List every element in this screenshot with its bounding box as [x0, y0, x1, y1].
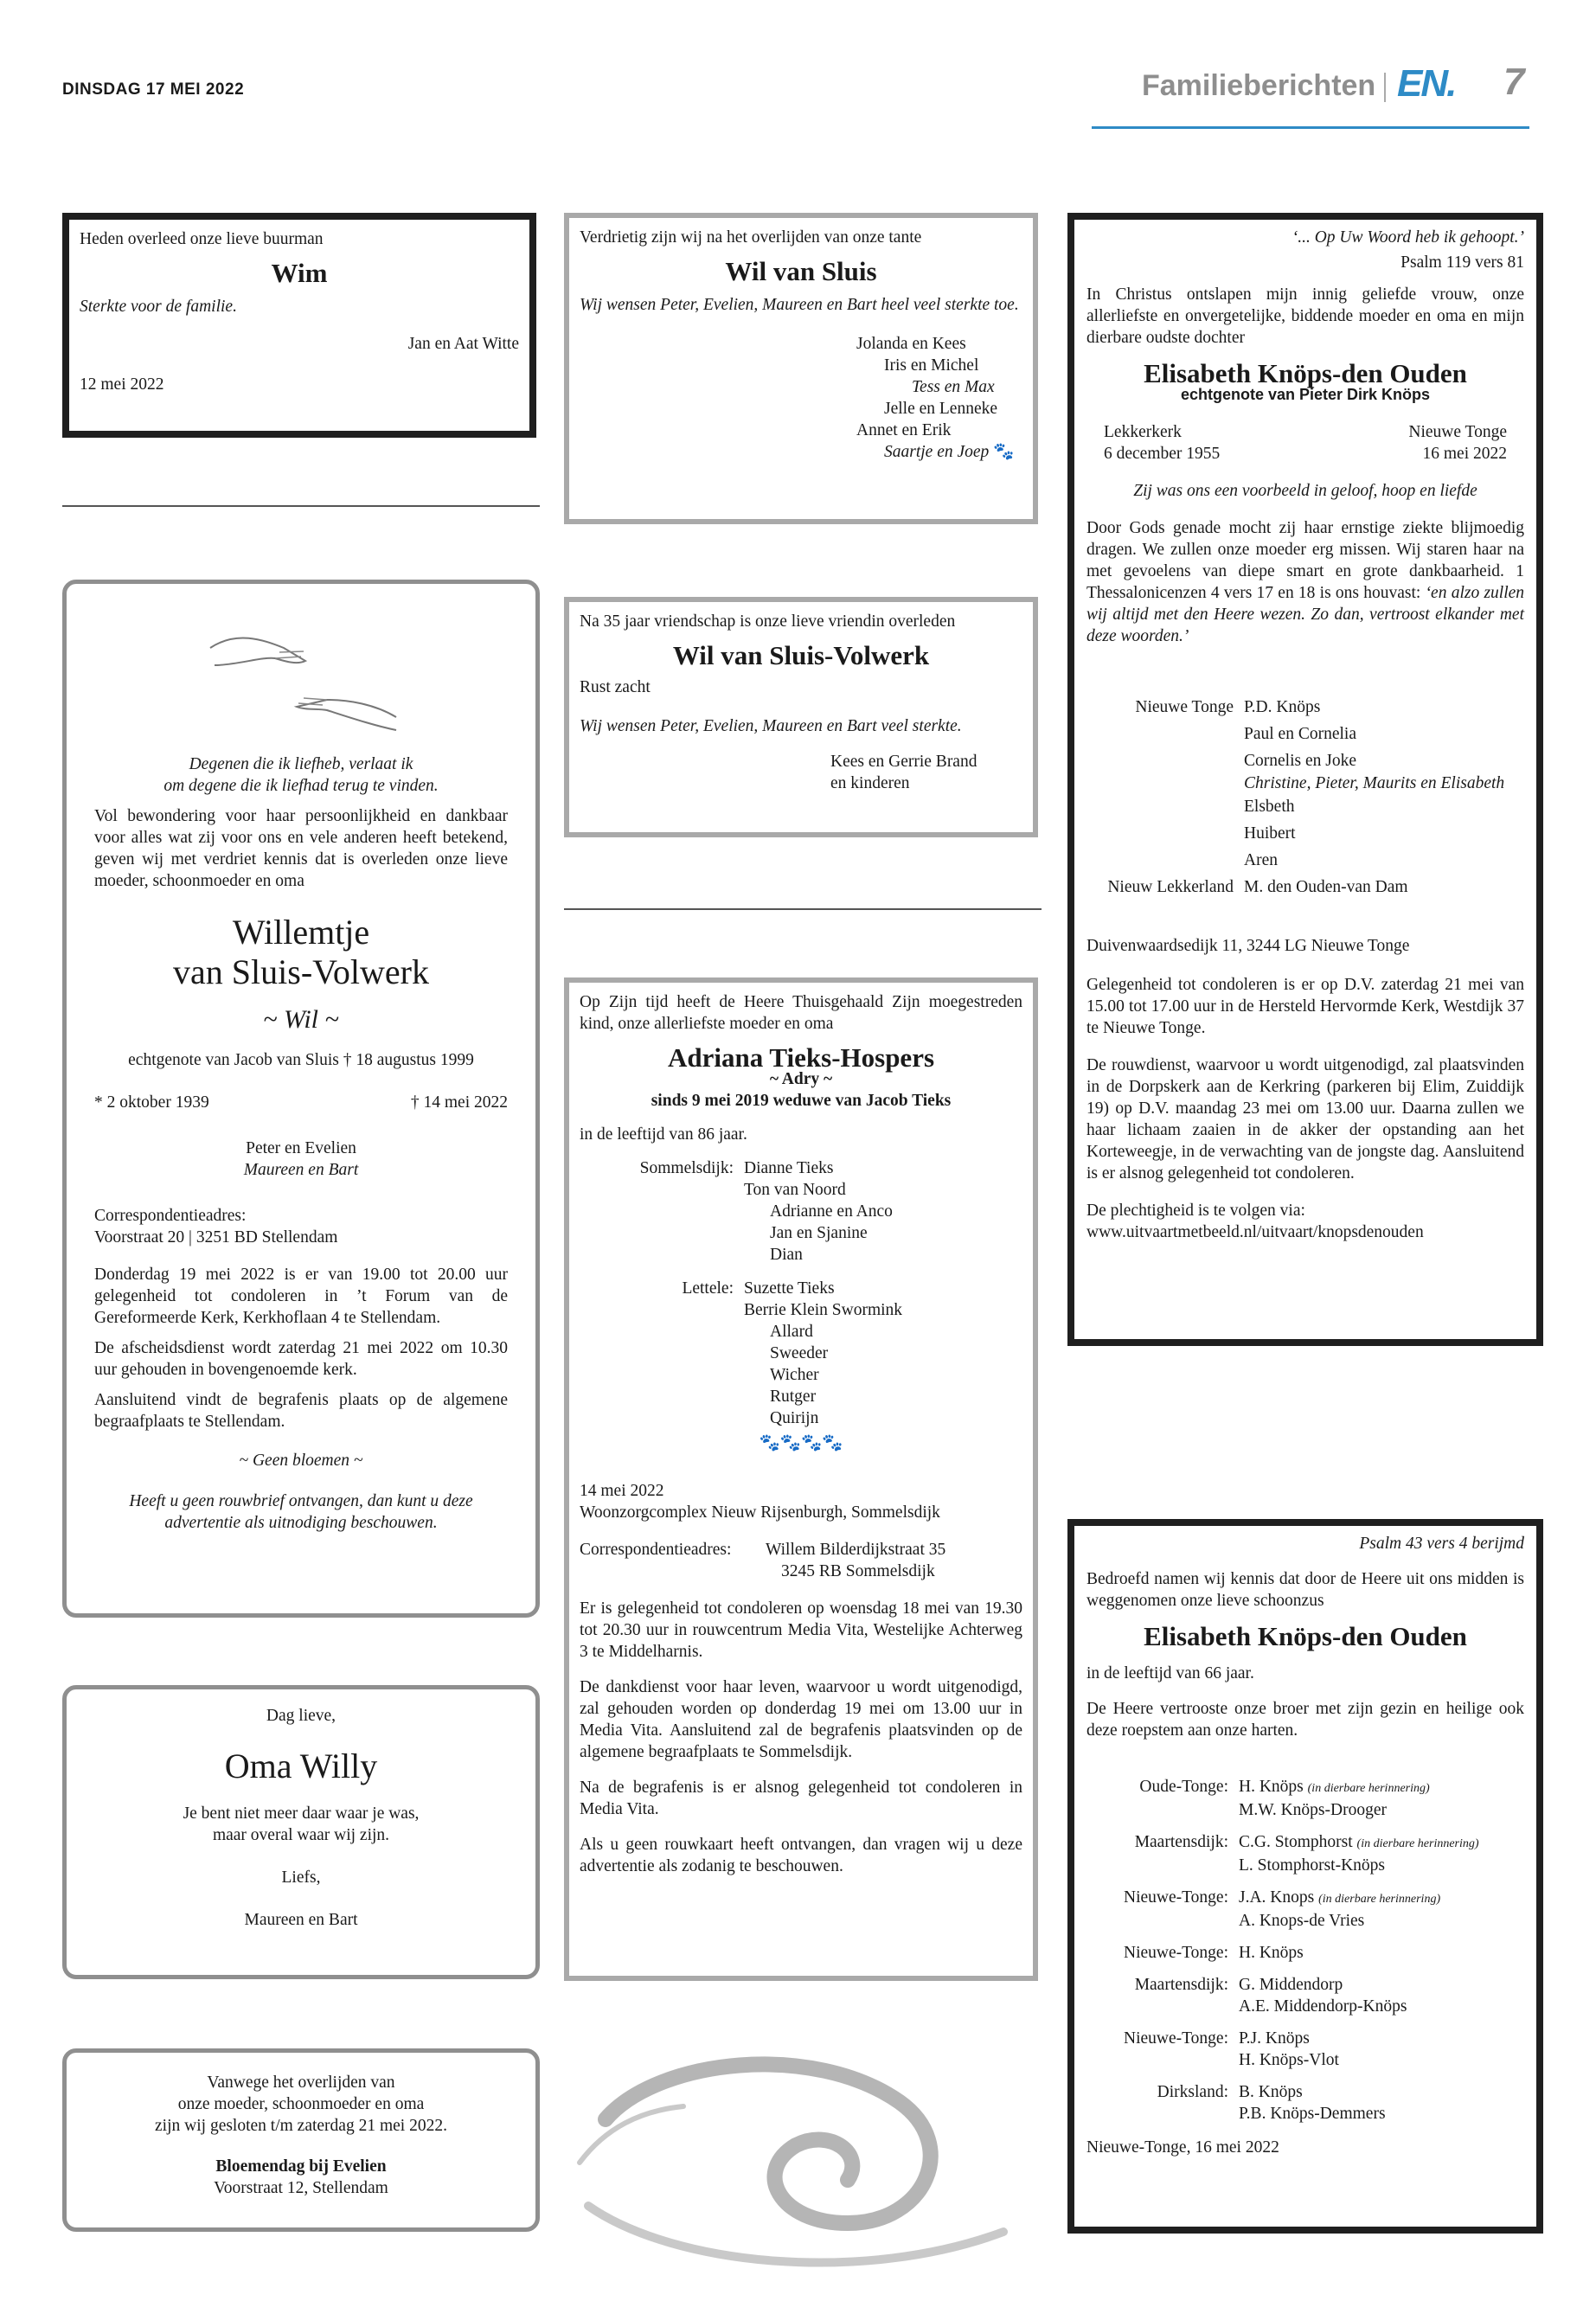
name: J.A. Knops [1239, 1888, 1315, 1907]
family-group [1086, 1776, 1524, 1821]
invite: Heeft u geen rouwbrief ontvangen, dan kunt u deze advertentie als uitnodiging beschouwen. [129, 1492, 473, 1532]
address-label: Correspondentieadres: [94, 1207, 247, 1225]
signature-line-1: Kees en Gerrie Brand [830, 753, 977, 771]
service: De afscheidsdienst wordt zaterdag 21 mei 2022 om 10.30 uur gehouden in bovengenoemde kerk. [94, 1339, 508, 1379]
wish: Sterkte voor de familie. [80, 298, 237, 316]
intro: Heden overleed onze lieve buurman [80, 230, 324, 248]
family-place: Dirksland: [1157, 2083, 1228, 2101]
signer: Jolanda en Kees [856, 335, 966, 353]
intro: In Christus ontslapen mijn innig geliefde vrouw, onze allerliefste en onvergetelijke, biddende moeder en oma en mijn dierbare oudste dochter [1086, 285, 1524, 347]
note: (in dierbare herinnering) [1356, 1837, 1479, 1850]
family-group [1086, 694, 1524, 874]
family-member [1239, 1776, 1430, 1799]
family-group [1086, 1974, 1524, 2017]
address: Voorstraat 20 | 3251 BD Stellendam [94, 1228, 338, 1247]
ad-oma-willy [62, 1685, 540, 1979]
birth-date: 6 december 1955 [1104, 445, 1221, 463]
family-group [1086, 1831, 1524, 1876]
signer: Iris en Michel [884, 356, 979, 375]
family-member: Jan en Sjanine [770, 1224, 868, 1242]
date: 14 mei 2022 [580, 1482, 664, 1500]
family-member: Paul en Cornelia [1244, 725, 1356, 743]
signer: Tess en Max [912, 378, 995, 396]
deceased-name: Wil van Sluis [725, 256, 877, 286]
quote: Psalm 43 vers 4 berijmd [1359, 1535, 1524, 1553]
header-rule [1092, 126, 1529, 129]
address-line-1: Willem Bilderdijkstraat 35 [766, 1541, 946, 1559]
intro: Na 35 jaar vriendschap is onze lieve vriendin overleden [580, 612, 956, 631]
logo: EN. [1397, 62, 1456, 105]
ad-willemtje [62, 580, 540, 1618]
deceased-name: Elisabeth Knöps-den Ouden [1144, 1621, 1467, 1651]
motto: Zij was ons een voorbeeld in geloof, hoop en liefde [1133, 482, 1477, 500]
birth-place: Lekkerkerk [1104, 423, 1182, 441]
family-member: H. Knöps-Vlot [1239, 2051, 1339, 2069]
family-place: Lettele: [682, 1279, 734, 1298]
quote: ‘... Op Uw Woord heb ik gehoopt.’ [1292, 228, 1524, 247]
ad-tante [564, 213, 1038, 524]
line-1: Je bent niet meer daar waar je was, [183, 1804, 420, 1823]
nickname: ~ Adry ~ [769, 1070, 833, 1088]
deceased-name-line-2: van Sluis-Volwerk [173, 952, 429, 991]
paw-icons: 🐾🐾🐾🐾 [759, 1434, 843, 1452]
signature-block [830, 751, 1022, 794]
family-member [1239, 1887, 1440, 1910]
quote-line-2: om degene die ik liefhad terug te vinden. [163, 777, 439, 795]
family-group [580, 1278, 1022, 1429]
line-2: maar overal waar wij zijn. [212, 1826, 390, 1844]
family-place: Oude-Tonge: [1139, 1778, 1228, 1796]
signer: Saartje en Joep [884, 443, 990, 461]
condolence: Er is gelegenheid tot condoleren op woensdag 18 mei van 19.30 tot 20.30 uur in rouwcentrum Media Vita, Westelijke Achterweg 3 te Middelharnis. [580, 1599, 1022, 1661]
family-member: A. Knops-de Vries [1239, 1912, 1365, 1930]
section-title: Familieberichten [1142, 69, 1376, 102]
deceased-name: Wil van Sluis-Volwerk [672, 640, 930, 670]
family-member: L. Stomphorst-Knöps [1239, 1856, 1386, 1875]
family-member: Suzette Tieks [744, 1279, 835, 1298]
signer: Annet en Erik [856, 421, 952, 439]
hands-illustration [202, 613, 401, 743]
comfort: De Heere vertrooste onze broer met zijn gezin en heilige ook deze roepstem aan onze harten. [1086, 1700, 1524, 1740]
address: Duivenwaardsedijk 11, 3244 LG Nieuwe Tonge [1086, 937, 1410, 955]
stream-label: De plechtigheid is te volgen via: [1086, 1202, 1305, 1220]
page-number: 7 [1503, 61, 1525, 103]
family-member: P.D. Knöps [1244, 698, 1321, 716]
family-group [1086, 1942, 1524, 1964]
family-line-1: Peter en Evelien [246, 1139, 356, 1157]
decorative-swirl [554, 2024, 1038, 2284]
no-flowers: ~ Geen bloemen ~ [239, 1452, 363, 1470]
condolence: Donderdag 19 mei 2022 is er van 19.00 tot 20.00 uur gelegenheid tot condoleren in ’t Forum van de Gereformeerde Kerk, Kerkhoflaan 4 te Stellendam. [94, 1266, 508, 1327]
family-member: Wicher [770, 1366, 819, 1384]
family-member: P.B. Knöps-Demmers [1239, 2105, 1386, 2123]
body-text: Vol bewondering voor haar persoonlijkheid en dankbaar voor alles wat zij voor ons en vele anderen heeft betekend, geven wij met verdriet kennis dat is overleden onze lieve moeder, schoonmoeder en oma [94, 807, 508, 890]
death-date: 16 mei 2022 [1422, 445, 1507, 463]
family-place: Maartensdijk: [1134, 1833, 1228, 1851]
line-2: onze moeder, schoonmoeder en oma [177, 2095, 425, 2113]
body-plain: Door Gods genade mocht zij haar ernstige ziekte blijmoedig dragen. We zullen onze moeder erg missen. Wij staren haar na met gevoelens van diepe smart en grote dankbaarheid. 1 Thessalonicenzen 4 vers 17 en 18 is ons houvast: [1086, 519, 1524, 602]
body [1086, 517, 1524, 647]
family-member: M. den Ouden-van Dam [1244, 878, 1408, 896]
burial: Aansluitend vindt de begrafenis plaats op de algemene begraafplaats te Stellendam. [94, 1391, 508, 1431]
note: (in dierbare herinnering) [1318, 1893, 1441, 1906]
family-member: Allard [770, 1323, 813, 1341]
wish: Wij wensen Peter, Evelien, Maureen en Bart heel veel sterkte toe. [580, 296, 1019, 314]
family-group [1086, 874, 1524, 901]
wish: Wij wensen Peter, Evelien, Maureen en Bart veel sterkte. [580, 717, 962, 735]
family-place: Nieuwe-Tonge: [1123, 1888, 1228, 1907]
family-group [580, 1157, 1022, 1266]
family-place: Nieuwe-Tonge: [1123, 1944, 1228, 1962]
family-group [1086, 2081, 1524, 2125]
page-header [0, 0, 1596, 138]
family-place: Nieuwe Tonge [1135, 698, 1234, 716]
deceased-name-line-1: Willemtje [232, 913, 370, 952]
family-place: Nieuwe-Tonge: [1123, 2029, 1228, 2048]
ad-vriendin [564, 597, 1038, 837]
family-place: Sommelsdijk: [639, 1159, 734, 1177]
family-group [1086, 2028, 1524, 2071]
service: De dankdienst voor haar leven, waarvoor u wordt uitgenodigd, zal gehouden worden op donderdag 19 mei om 13.00 uur in Media Vita. Aansluitend zal de begrafenis plaatsvinden op de algemene begraafplaats te Sommelsdijk. [580, 1678, 1022, 1761]
family-member: Adrianne en Anco [770, 1202, 893, 1221]
family-member: Aren [1244, 851, 1278, 869]
line-1: Vanwege het overlijden van [207, 2073, 395, 2092]
signature-line-2: en kinderen [830, 774, 910, 792]
family-member: Dian [770, 1246, 803, 1264]
family-member: Rutger [770, 1388, 817, 1406]
deceased-name: Elisabeth Knöps-den Ouden [1144, 358, 1467, 388]
rest: Rust zacht [580, 678, 651, 696]
family-place: Nieuw Lekkerland [1107, 878, 1234, 896]
signature: Jan en Aat Witte [407, 335, 519, 353]
family-member: Cornelis en Joke [1244, 752, 1356, 770]
age: in de leeftijd van 66 jaar. [1086, 1664, 1254, 1682]
died: † 14 mei 2022 [410, 1093, 508, 1112]
nickname: ~ Wil ~ [263, 1005, 339, 1034]
intro: Verdrietig zijn wij na het overlijden van onze tante [580, 228, 922, 247]
family-member: B. Knöps [1239, 2083, 1303, 2101]
deceased-name: Wim [271, 258, 328, 288]
family-member: Sweeder [770, 1344, 829, 1362]
deceased-name: Adriana Tieks-Hospers [667, 1042, 935, 1073]
death-place: Nieuwe Tonge [1408, 423, 1507, 441]
address-line-2: 3245 RB Sommelsdijk [781, 1562, 935, 1580]
ad-wim-buurman [62, 213, 536, 438]
body-quote: ‘en alzo zullen wij altijd met den Heere wezen. Zo dan, vertroost elkander met deze woorden.’ [1086, 584, 1525, 645]
family-group [1086, 1887, 1524, 1932]
widow: sinds 9 mei 2019 weduwe van Jacob Tieks [651, 1092, 952, 1110]
age: in de leeftijd van 86 jaar. [580, 1125, 747, 1144]
note: (in dierbare herinnering) [1307, 1782, 1430, 1795]
family-names [744, 1278, 902, 1429]
deceased-name: Oma Willy [224, 1747, 378, 1785]
grandchildren: Christine, Pieter, Maurits en Elisabeth [1244, 774, 1505, 792]
signature: Maureen en Bart [244, 1911, 358, 1929]
name: C.G. Stomphorst [1239, 1833, 1353, 1851]
family-member: Ton van Noord [744, 1181, 846, 1199]
family-list [1086, 1776, 1524, 2125]
business-name: Bloemendag bij Evelien [215, 2157, 387, 2176]
spouse: echtgenote van Pieter Dirk Knöps [1180, 386, 1431, 403]
family-member: H. Knöps [1239, 1944, 1304, 1962]
footer: Nieuwe-Tonge, 16 mei 2022 [1086, 2138, 1279, 2157]
family-member: M.W. Knöps-Drooger [1239, 1801, 1387, 1819]
ad-elisabeth-family [1067, 213, 1543, 1346]
life-dates [1086, 421, 1524, 465]
header-divider [1384, 73, 1386, 102]
family-member: Quirijn [770, 1409, 819, 1427]
quote-line-1: Degenen die ik liefheb, verlaat ik [189, 755, 413, 773]
date: 12 mei 2022 [80, 375, 164, 394]
line-3: zijn wij gesloten t/m zaterdag 21 mei 2022. [155, 2117, 447, 2135]
family-member: P.J. Knöps [1239, 2029, 1310, 2048]
location: Woonzorgcomplex Nieuw Rijsenburgh, Sommelsdijk [580, 1503, 940, 1522]
family-list [1086, 694, 1524, 901]
ad-adriana [564, 977, 1038, 1981]
closing: Liefs, [281, 1868, 321, 1887]
condolence: Gelegenheid tot condoleren is er op D.V. zaterdag 21 mei van 15.00 tot 17.00 uur in de Hersteld Hervormde Kerk, Westdijk 37 te Nieuwe Tonge. [1086, 976, 1524, 1037]
intro: Op Zijn tijd heeft de Heere Thuisgehaald Zijn moegestreden kind, onze allerliefste moeder en oma [580, 993, 1022, 1033]
signers [856, 333, 1022, 463]
family-place: Maartensdijk: [1134, 1976, 1228, 1994]
ad-elisabeth-schoonzus [1067, 1519, 1543, 2234]
family-member: G. Middendorp [1239, 1976, 1343, 1994]
header-date: DINSDAG 17 MEI 2022 [62, 80, 245, 99]
born: * 2 oktober 1939 [94, 1093, 209, 1112]
service: De rouwdienst, waarvoor u wordt uitgenodigd, zal plaatsvinden in de Dorpskerk aan de Kerkring (parkeren bij Elim, Zuiddijk 19) op D.V. maandag 23 mei om 13.00 uur. Daarna zullen we haar lichaam zaaien in de akker der opstanding aan het Korteweegje, in de verwachting van de jongste dag. Aansluitend is er alsnog gelegenheid tot condoleren. [1086, 1056, 1524, 1183]
family-member: Huibert [1244, 824, 1296, 843]
quote-reference: Psalm 119 vers 81 [1401, 253, 1524, 272]
after-burial: Na de begrafenis is er alsnog gelegenheid tot condoleren in Media Vita. [580, 1779, 1022, 1818]
family-member: A.E. Middendorp-Knöps [1239, 1997, 1407, 2016]
signer: Jelle en Lenneke [884, 400, 998, 418]
paw-icon: 🐾 [993, 443, 1015, 461]
life-dates [94, 1092, 508, 1113]
family-names [744, 1157, 893, 1266]
invite: Als u geen rouwkaart heeft ontvangen, dan vragen wij u deze advertentie als zodanig te beschouwen. [580, 1836, 1022, 1875]
signer-with-pet [856, 441, 1022, 463]
business-address: Voorstraat 12, Stellendam [214, 2179, 388, 2197]
ad-closed-notice [62, 2048, 540, 2232]
family-member: Berrie Klein Swormink [744, 1301, 903, 1319]
name: H. Knöps [1239, 1778, 1304, 1796]
address-label: Correspondentieadres: [580, 1541, 732, 1559]
family-member: Dianne Tieks [744, 1159, 834, 1177]
spouse: echtgenote van Jacob van Sluis † 18 augustus 1999 [128, 1051, 474, 1069]
family-member: Elsbeth [1244, 798, 1295, 816]
family-line-2: Maureen en Bart [243, 1161, 359, 1179]
family-member [1239, 1831, 1479, 1855]
greeting: Dag lieve, [266, 1707, 337, 1725]
column-divider [62, 505, 540, 507]
address-block [580, 1539, 1022, 1582]
stream-url: www.uitvaartmetbeeld.nl/uitvaart/knopsdenouden [1086, 1223, 1424, 1241]
column-divider [564, 908, 1042, 910]
intro: Bedroefd namen wij kennis dat door de Heere uit ons midden is weggenomen onze lieve schoonzus [1086, 1570, 1524, 1610]
